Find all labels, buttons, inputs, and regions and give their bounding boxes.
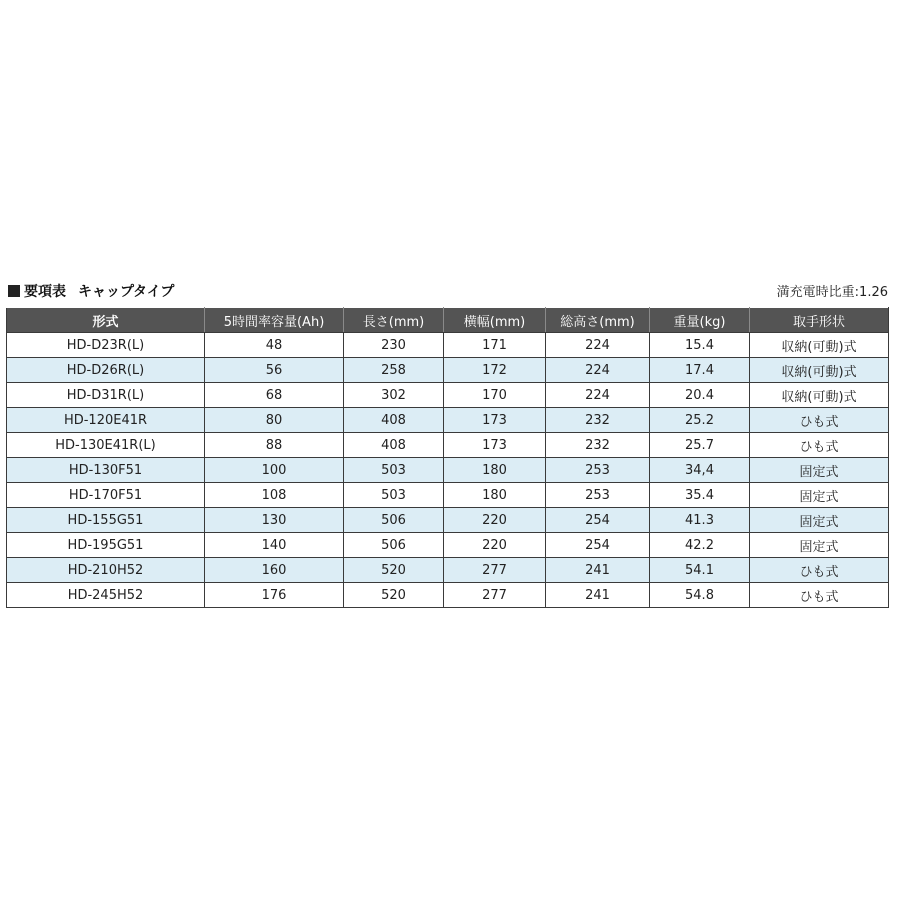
cell-model: HD-210H52	[7, 558, 205, 583]
specific-gravity-note: 満充電時比重:1.26	[776, 285, 888, 300]
cell-length: 520	[344, 558, 444, 583]
cell-model: HD-D31R(L)	[7, 383, 205, 408]
header-length: 長さ(mm)	[344, 308, 444, 333]
cell-width: 220	[444, 508, 546, 533]
cell-length: 503	[344, 458, 444, 483]
cell-length: 408	[344, 408, 444, 433]
cell-capacity: 56	[205, 358, 344, 383]
black-square-icon	[8, 285, 20, 297]
cell-width: 220	[444, 533, 546, 558]
cell-model: HD-170F51	[7, 483, 205, 508]
cell-weight: 20.4	[650, 383, 750, 408]
cell-weight: 54.8	[650, 583, 750, 608]
cell-weight: 41.3	[650, 508, 750, 533]
cell-width: 171	[444, 333, 546, 358]
cell-weight: 42.2	[650, 533, 750, 558]
cell-width: 172	[444, 358, 546, 383]
cell-handle: ひも式	[750, 558, 889, 583]
cell-width: 170	[444, 383, 546, 408]
cell-handle: ひも式	[750, 583, 889, 608]
cell-handle: 収納(可動)式	[750, 333, 889, 358]
cell-capacity: 68	[205, 383, 344, 408]
cell-height: 241	[546, 583, 650, 608]
cell-weight: 54.1	[650, 558, 750, 583]
section-subtitle: キャップタイプ	[78, 284, 175, 300]
cell-capacity: 80	[205, 408, 344, 433]
cell-height: 232	[546, 433, 650, 458]
table-row	[7, 333, 889, 358]
cell-length: 503	[344, 483, 444, 508]
cell-capacity: 108	[205, 483, 344, 508]
header-capacity: 5時間率容量(Ah)	[205, 308, 344, 333]
table-row	[7, 408, 889, 433]
table-row	[7, 483, 889, 508]
cell-length: 506	[344, 508, 444, 533]
cell-capacity: 88	[205, 433, 344, 458]
cell-length: 230	[344, 333, 444, 358]
cell-height: 254	[546, 533, 650, 558]
cell-model: HD-120E41R	[7, 408, 205, 433]
cell-model: HD-245H52	[7, 583, 205, 608]
cell-capacity: 130	[205, 508, 344, 533]
cell-weight: 17.4	[650, 358, 750, 383]
cell-weight: 35.4	[650, 483, 750, 508]
cell-length: 258	[344, 358, 444, 383]
table-body	[7, 333, 889, 608]
cell-height: 232	[546, 408, 650, 433]
header-handle: 取手形状	[750, 308, 889, 333]
cell-width: 180	[444, 483, 546, 508]
table-row	[7, 458, 889, 483]
table-row	[7, 508, 889, 533]
cell-handle: 固定式	[750, 458, 889, 483]
cell-width: 173	[444, 408, 546, 433]
cell-height: 224	[546, 358, 650, 383]
cell-handle: ひも式	[750, 408, 889, 433]
cell-weight: 25.7	[650, 433, 750, 458]
cell-length: 302	[344, 383, 444, 408]
table-row	[7, 383, 889, 408]
cell-handle: 固定式	[750, 483, 889, 508]
table-row	[7, 358, 889, 383]
cell-handle: 固定式	[750, 533, 889, 558]
section-title	[8, 280, 174, 304]
cell-capacity: 176	[205, 583, 344, 608]
table-row	[7, 433, 889, 458]
cell-width: 277	[444, 583, 546, 608]
cell-capacity: 48	[205, 333, 344, 358]
cell-model: HD-155G51	[7, 508, 205, 533]
cell-model: HD-D23R(L)	[7, 333, 205, 358]
table-row	[7, 558, 889, 583]
cell-height: 241	[546, 558, 650, 583]
header-weight: 重量(kg)	[650, 308, 750, 333]
cell-capacity: 140	[205, 533, 344, 558]
cell-handle: ひも式	[750, 433, 889, 458]
cell-handle: 収納(可動)式	[750, 383, 889, 408]
title-row	[8, 280, 888, 304]
cell-height: 224	[546, 333, 650, 358]
header-model: 形式	[7, 308, 205, 333]
spec-table	[6, 307, 889, 608]
table-row	[7, 583, 889, 608]
cell-handle: 固定式	[750, 508, 889, 533]
cell-weight: 15.4	[650, 333, 750, 358]
cell-model: HD-D26R(L)	[7, 358, 205, 383]
cell-length: 506	[344, 533, 444, 558]
header-width: 横幅(mm)	[444, 308, 546, 333]
cell-model: HD-130E41R(L)	[7, 433, 205, 458]
cell-model: HD-130F51	[7, 458, 205, 483]
header-height: 総高さ(mm)	[546, 308, 650, 333]
cell-height: 253	[546, 483, 650, 508]
section-title-text: 要項表	[24, 284, 66, 300]
cell-weight: 34,4	[650, 458, 750, 483]
cell-model: HD-195G51	[7, 533, 205, 558]
cell-length: 408	[344, 433, 444, 458]
table-row	[7, 533, 889, 558]
cell-width: 173	[444, 433, 546, 458]
cell-weight: 25.2	[650, 408, 750, 433]
cell-capacity: 100	[205, 458, 344, 483]
cell-width: 180	[444, 458, 546, 483]
cell-width: 277	[444, 558, 546, 583]
cell-height: 253	[546, 458, 650, 483]
cell-handle: 収納(可動)式	[750, 358, 889, 383]
table-header-row	[7, 308, 889, 333]
cell-length: 520	[344, 583, 444, 608]
cell-height: 254	[546, 508, 650, 533]
cell-capacity: 160	[205, 558, 344, 583]
cell-height: 224	[546, 383, 650, 408]
